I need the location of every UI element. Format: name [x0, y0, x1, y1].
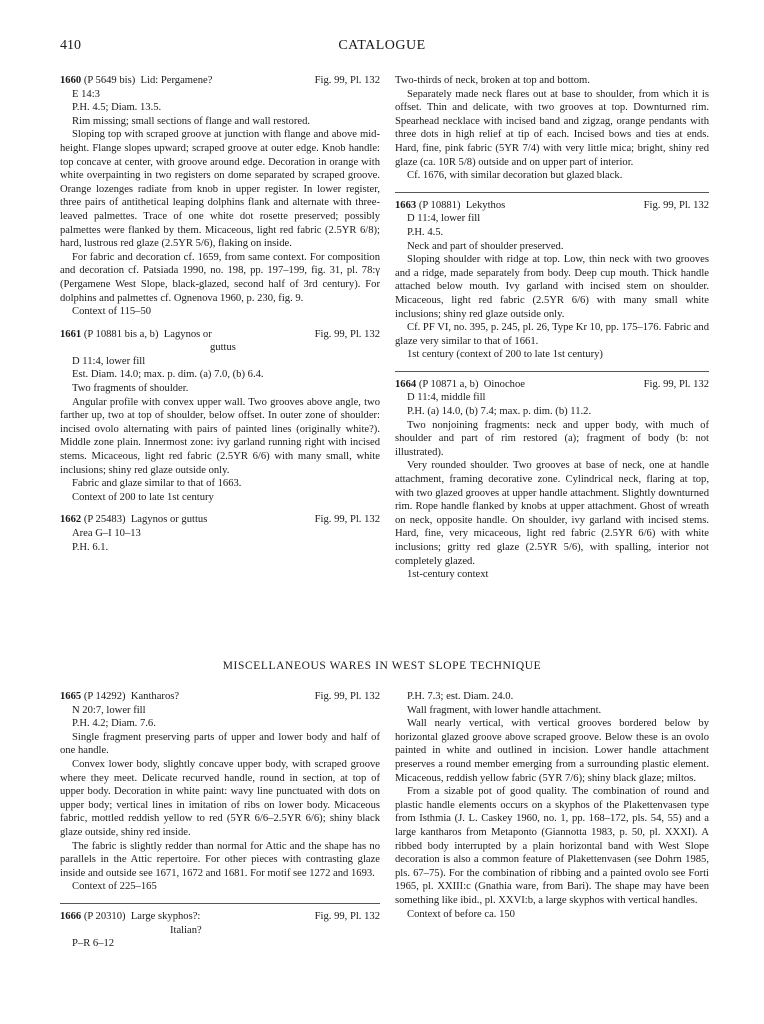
- entry-title: Lagynos or: [163, 328, 212, 340]
- page-number: 410: [60, 38, 81, 53]
- comparanda: Cf. 1676, with similar decoration but glazed black.: [407, 170, 623, 182]
- entry-title: Oinochoe: [483, 378, 525, 390]
- catalogue-entry-1660: [60, 74, 380, 319]
- figure-ref: Fig. 99, Pl. 132: [643, 378, 709, 390]
- comparanda: Cf. PF VI, no. 395, p. 245, pl. 26, Type Kr 10, pp. 175–176. Fabric and glaze very similar to that of 1661.: [395, 322, 709, 347]
- entry-title: Lekythos: [465, 199, 506, 211]
- inventory-number: (P 14292): [83, 691, 126, 702]
- catalogue-entry-1663: [395, 199, 709, 362]
- inventory-number: (P 10881): [418, 199, 461, 211]
- dimensions: P.H. 7.3; est. Diam. 24.0.: [407, 691, 514, 702]
- inventory-number: (P 25483): [83, 514, 126, 526]
- comparanda: Fabric and glaze similar to that of 1663.: [72, 478, 242, 490]
- context-line: Area G–I 10–13: [72, 528, 141, 539]
- lower-right-column: [395, 690, 709, 921]
- entry-1662-continued: [395, 74, 709, 183]
- figure-ref: Fig. 99, Pl. 132: [314, 75, 380, 86]
- inventory-number: (P 10881 bis a, b): [83, 328, 159, 340]
- inventory-number: (P 10871 a, b): [418, 378, 479, 390]
- entry-header: [60, 690, 380, 704]
- section-heading: MISCELLANEOUS WARES IN WEST SLOPE TECHNIQUE: [222, 660, 542, 672]
- condition: Two fragments of shoulder.: [72, 383, 189, 395]
- dimensions: P.H. 6.1.: [72, 541, 109, 553]
- entry-header: [395, 199, 709, 213]
- dimensions: P.H. (a) 14.0, (b) 7.4; max. p. dim. (b) 11.2.: [407, 406, 592, 418]
- entry-title-continued: Italian?: [170, 924, 202, 936]
- description: Angular profile with convex upper wall. Two grooves above angle, two farther up, two at top of shoulder, below offset. In outer zone of shoulder: incised ovolo alternating with pairs of painted lines (originally white?). Middle zone plain. Innermost zone: ivy garland running right with incised stems. Micaceous, light red fabric (2.5YR 6/6) with many small, white inclusions; shiny red glaze outside only.: [60, 396, 380, 476]
- description: Separately made neck flares out at base to shoulder, from which it is offset. Thin and delicate, with two grooves at top. Downturned rim. Spearhead necklace with incised band and zigzag, orange pendants with three dots in high relief at tip of each. Incised bows and ties at ends. Hard, fine, pink fabric (5YR 7/4) with very little mica; bright, shiny red glaze (ca. 10R 5/8) outside and on upper part of interior.: [395, 88, 709, 168]
- inventory-number: (P 20310): [83, 910, 126, 922]
- comparanda: From a sizable pot of good quality. The combination of round and plastic handle elements occurs on a skyphos of the Plakettenvasen type from Isthmia (J. L. Caskey 1960, no. 1, pp. 168–172, pls. 54, 55) and a large kantharos from Metaponto (Giannotta 1983, p. 50, pl. XXXI). A ribbed body interrupted by a plain horizontal band with West Slope decoration is also a common feature of Plakettenvasen (see Dohrn 1985, pls. 67–75). For the combination of ribbing and a painted ovolo see Forti 1965, pl. XXIII:c (Gnathia ware, from Bari). The shape may have been something like ibid., pl. XXVI:b, a large skyphos with vertical handles.: [395, 786, 709, 906]
- entry-number: 1661: [60, 328, 82, 340]
- condition: Wall fragment, with lower handle attachment.: [407, 704, 602, 716]
- dimensions: P.H. 4.5; Diam. 13.5.: [72, 102, 162, 114]
- entry-number: 1662: [60, 514, 82, 526]
- context-line: D 11:4, lower fill: [407, 213, 481, 225]
- entry-title-continued: guttus: [210, 342, 236, 354]
- entry-title: Kantharos?: [130, 691, 180, 702]
- catalogue-entry-1661: [60, 328, 380, 505]
- lower-left-column: [60, 690, 380, 960]
- context-line: E 14:3: [72, 88, 100, 100]
- context-date: 1st-century context: [407, 569, 489, 581]
- entry-title: Lid: Pergamene?: [140, 75, 213, 86]
- entry-header: [60, 513, 380, 527]
- condition: Rim missing; small sections of flange and wall restored.: [72, 115, 311, 127]
- dimensions: P.H. 4.5.: [407, 226, 444, 238]
- comparanda: The fabric is slightly redder than normal for Attic and the shape has no parallels in the Attic repertoire. For other pieces with contrasting glaze inside and outside see 1671, 1672 and 1681. For motif see 1272 and 1693.: [60, 840, 380, 879]
- running-title: CATALOGUE: [338, 38, 426, 53]
- context-date: Context of before ca. 150: [407, 908, 515, 920]
- figure-ref: Fig. 99, Pl. 132: [314, 514, 380, 526]
- divider: [395, 192, 709, 193]
- context-date: Context of 225–165: [72, 881, 157, 893]
- divider: [60, 903, 380, 904]
- context-line: N 20:7, lower fill: [72, 704, 146, 716]
- context-line: D 11:4, middle fill: [407, 392, 486, 404]
- comparanda: For fabric and decoration cf. 1659, from same context. For composition and decoration cf. Patsiada 1990, no. 198, pp. 197–199, fig. 31, pl. 78:γ (Pergamene West Slope, black-glazed, second half of 3rd century). For dolphins and palmettes cf. Ognenova 1960, p. 230, fig. 9.: [60, 251, 380, 304]
- context-date: 1st century (context of 200 to late 1st century): [407, 349, 603, 361]
- condition: Two nonjoining fragments: neck and upper body, with much of shoulder and part of rim restored (a); fragment of body (b: not illustrated).: [395, 419, 709, 458]
- entry-title: Lagynos or guttus: [130, 514, 208, 526]
- description: Convex lower body, slightly concave upper body, with scraped groove where they meet. Delicate recurved handle, round in section, at top of upper body. Decoration in white paint: wavy line punctuated with dots on upper body; vertical lines in imitation of ribs on lower body. Micaceous fabric, mottled reddish yellow to red (5YR 6/6–2.5YR 6/6); shiny black glaze outside, shiny red inside.: [60, 758, 380, 838]
- figure-ref: Fig. 99, Pl. 132: [314, 328, 380, 340]
- description: Sloping shoulder with ridge at top. Low, thin neck with two grooves and a ridge, made separately from body. Deep cup mouth. Thick handle attached below mouth. Ivy garland with incised stem on shoulder. Micaceous, light red fabric (2.5YR 6/6) with many small white inclusions; shiny red glaze outside only.: [395, 254, 709, 320]
- entry-header: [60, 74, 380, 88]
- entry-number: 1664: [395, 378, 417, 390]
- right-column: [395, 74, 709, 591]
- dimensions: P.H. 4.2; Diam. 7.6.: [72, 718, 156, 730]
- dimensions: Est. Diam. 14.0; max. p. dim. (a) 7.0, (b) 6.4.: [72, 369, 264, 381]
- context-date: Context of 200 to late 1st century: [72, 491, 214, 503]
- context-date: Context of 115–50: [72, 306, 152, 318]
- entry-number: 1665: [60, 691, 82, 702]
- catalogue-entry-1664: [395, 378, 709, 582]
- divider: [395, 371, 709, 372]
- description: Wall nearly vertical, with vertical grooves bordered below by horizontal glazed groove above scraped groove. Below these is an ovolo painted in white and outlined in incision. Lower handle attachment preserves a round member emerging from a surrounding plastic element. Micaceous, reddish yellow fabric (5YR 7/6); shiny black glaze; miltos.: [395, 718, 709, 784]
- context-line: P–R 6–12: [72, 938, 115, 950]
- catalogue-entry-1666: [60, 910, 380, 951]
- catalogue-entry-1662: [60, 513, 380, 554]
- entry-number: 1666: [60, 910, 82, 922]
- figure-ref: Fig. 99, Pl. 132: [314, 910, 380, 922]
- entry-header: [60, 910, 380, 924]
- inventory-number: (P 5649 bis): [83, 75, 136, 86]
- left-column: [60, 74, 380, 563]
- condition: Single fragment preserving parts of upper and lower body and half of one handle.: [60, 731, 380, 757]
- catalogue-entry-1665: [60, 690, 380, 894]
- entry-header: [60, 328, 380, 342]
- condition: Two-thirds of neck, broken at top and bottom.: [395, 75, 590, 86]
- context-line: D 11:4, lower fill: [72, 355, 146, 367]
- figure-ref: Fig. 99, Pl. 132: [643, 199, 709, 211]
- description: Sloping top with scraped groove at junction with flange and above mid-height. Flange slopes upward; scraped groove at outer edge. Knob handle: top concave at center, with groove around edge. Decoration in orange with white overpainting in two registers on dome separated by scraped groove. Orange lozenges radiate from knob in upper register. In lower register, three pairs of antithetical leaping dolphins flank and alternate with three-leaved palmettes. Trace of one white dot rosette preserved; possibly palmettes were flanked by them. Micaceous, light red fabric (2.5YR 6/8); hard, lustrous red glaze (2.5YR 5/6), flaking on inside.: [60, 129, 380, 250]
- description: Very rounded shoulder. Two grooves at base of neck, one at handle attachment, framing decorative zone. Cylindrical neck, flaring at top, with two glazed grooves at upper handle attachment. Slightly downturned rim. Rope handle flanked by knobs at upper attachment. Ghost of wreath on neck, opposite handle. On shoulder, ivy garland with incised stems. Hard, fine, very micaceous, light red fabric (2.5YR 6/6) with white inclusions; gritty red glaze (2.5YR 5/6), with spalling, interior not completely glazed.: [395, 460, 709, 567]
- figure-ref: Fig. 99, Pl. 132: [314, 691, 380, 702]
- entry-number: 1660: [60, 75, 82, 86]
- entry-header: [395, 378, 709, 392]
- condition: Neck and part of shoulder preserved.: [407, 240, 564, 252]
- entry-title: Large skyphos?:: [130, 910, 201, 922]
- entry-number: 1663: [395, 199, 417, 211]
